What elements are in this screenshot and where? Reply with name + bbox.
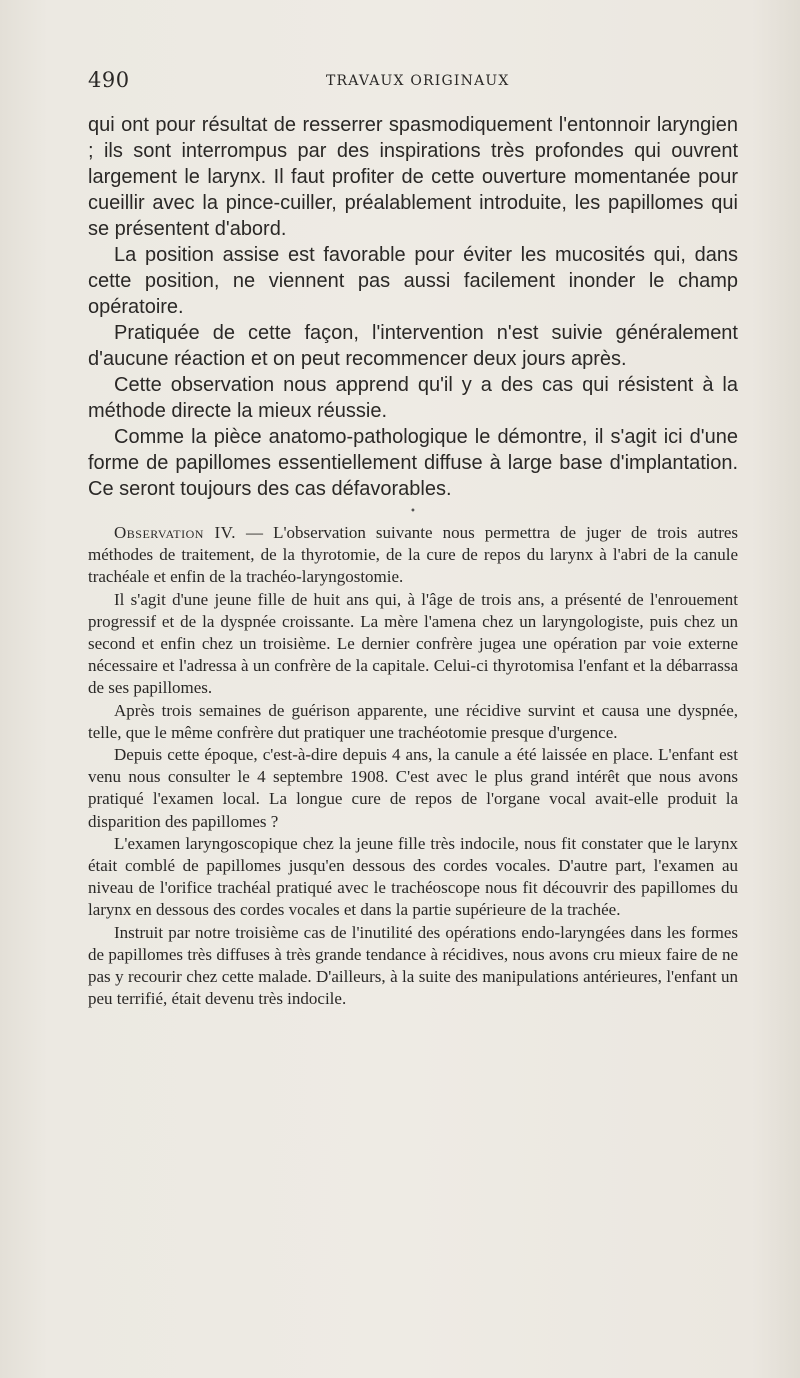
- article-body: [88, 112, 738, 1010]
- paragraph: La position assise est favorable pour éviter les mucosités qui, dans cette position, ne viennent pas aussi facilement inonder le champ opératoire.: [88, 244, 738, 318]
- paragraph: Pratiquée de cette façon, l'intervention n'est suivie généralement d'aucune réaction et on peut recommencer deux jours après.: [88, 322, 738, 370]
- paragraph: Instruit par notre troisième cas de l'inutilité des opérations endo-laryngées dans les formes de papillomes très diffuses à très grande tendance à récidives, nous avons cru mieux faire de ne pas y recourir chez cette malade. D'ailleurs, à la suite des manipulations antérieures, l'enfant un peu terrifié, était devenu très indocile.: [88, 922, 738, 1009]
- paragraph: Il s'agit d'une jeune fille de huit ans qui, à l'âge de trois ans, a présenté de l'enrouement progressif et de la dyspnée croissante. La mère l'amena chez un laryngologiste, puis chez un second et enfin chez un troisième. Le dernier confrère jugea une opération par voie externe nécessaire et l'adressa à un confrère de la capitale. Celui-ci thyrotomisa l'enfant et la débarrassa de ses papillomes.: [88, 589, 738, 698]
- observation-intro: L'observation suivante nous permettra de juger de trois autres méthodes de traitement, de la thyrotomie, de la cure de repos du larynx à l'abri de la canule trachéale et enfin de la trachéo-laryngostomie.: [88, 523, 739, 587]
- observation-dash: —: [236, 523, 274, 542]
- paragraph: Comme la pièce anatomo-pathologique le démontre, il s'agit ici d'une forme de papillomes essentiellement diffuse à large base d'implantation. Ce seront toujours des cas défavorables.: [88, 426, 738, 500]
- paragraph: qui ont pour résultat de resserrer spasmodiquement l'entonnoir laryngien ; ils sont interrompus par des inspirations très profondes qui ouvrent largement le larynx. Il faut profiter de cette ouverture momentanée pour cueillir avec la pince-cuiller, préalablement introduite, les papillomes qui se présentent d'abord.: [88, 114, 738, 240]
- paragraph: Cette observation nous apprend qu'il y a des cas qui résistent à la méthode directe la mieux réussie.: [88, 374, 738, 422]
- page-number: 490: [88, 68, 130, 92]
- paragraph: L'examen laryngoscopique chez la jeune fille très indocile, nous fit constater que le larynx était comblé de papillomes jusqu'en dessous des cordes vocales. D'autre part, l'examen au niveau de l'orifice trachéal pratiqué avec le trachéoscope nous fit découvrir des papillomes du larynx en dessous des cordes vocales et dans la partie supérieure de la trachée.: [88, 833, 738, 920]
- observation-label: Observation IV.: [114, 523, 236, 542]
- page-header: [88, 68, 738, 92]
- section-separator: •: [410, 506, 416, 517]
- paragraph: Après trois semaines de guérison apparente, une récidive survint et causa une dyspnée, telle, que le même confrère dut pratiquer une trachéotomie presque d'urgence.: [88, 700, 738, 742]
- paragraph: Depuis cette époque, c'est-à-dire depuis 4 ans, la canule a été laissée en place. L'enfant est venu nous consulter le 4 septembre 1908. C'est avec le plus grand intérêt que nous avons pratiqué l'examen local. La longue cure de repos de l'organe vocal avait-elle produit la disparition des papillomes ?: [88, 745, 738, 831]
- observation-heading-paragraph: [88, 522, 738, 589]
- running-title: TRAVAUX ORIGINAUX: [326, 73, 510, 89]
